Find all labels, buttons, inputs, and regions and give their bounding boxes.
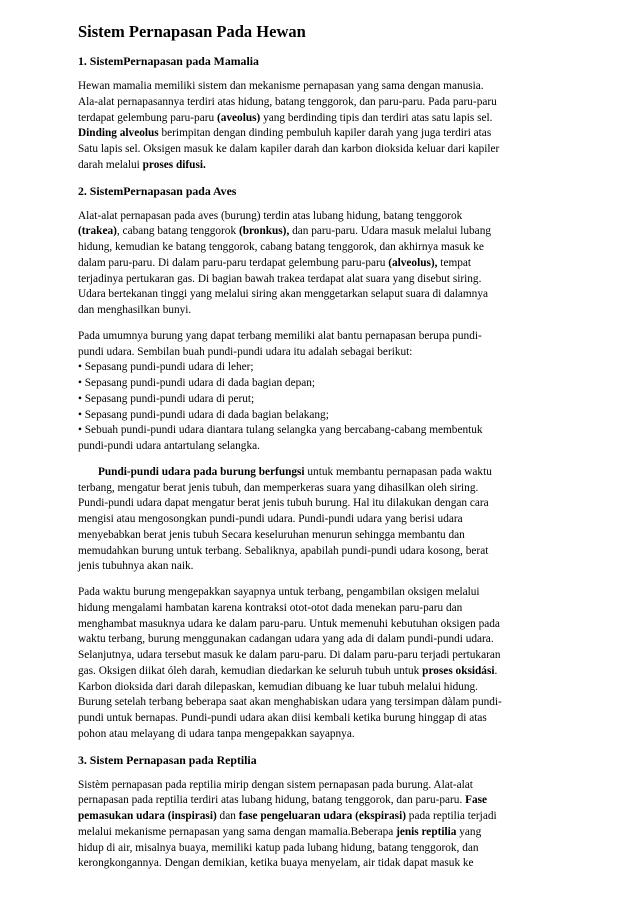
bold-term: (alveolus),	[388, 256, 438, 269]
text-line: pemasukan udara (inspirasi) dan fase pengeluaran udara (ekspirasi) pada reptilia terjadi	[78, 810, 497, 822]
section-2-paragraph-1	[78, 209, 562, 319]
text-line: Ala-alat pernapasannya terdiri atas hidung, batang tenggorok, dan paru-paru. Pada paru-paru	[78, 95, 497, 108]
document-page	[78, 22, 562, 882]
text-line: waktu terbang, burung menggunakan cadangan udara yang ada di dalam pundi-pundi udara.	[78, 633, 494, 646]
text-line: • Sepasang pundi-pundi udara di dada bagian belakang;	[78, 408, 329, 421]
text-line: pohon atau melayang di udara tanpa mengepakkan sayapnya.	[78, 727, 355, 740]
section-2-paragraph-4	[78, 585, 562, 743]
text-line: pundi untuk bernapas. Pundi-pundi udara akan diisi kembali ketika burung hinggap di atas	[78, 712, 487, 724]
text-line: hidung mengalami hambatan karena kontraksi otot-otot dada menekan paru-paru dan	[78, 601, 463, 614]
bold-term: Fase	[465, 794, 488, 807]
text-line: menghambat masuknya udara ke dalam paru-paru. Untuk memenuhi kebutuhan oksigen pada	[78, 617, 500, 630]
text-line: gas. Oksigen diikat óleh darah, kemudian diedarkan ke seluruh tubuh untuk proses oksidási.	[78, 664, 498, 677]
section-2-paragraph-2	[78, 329, 562, 455]
text-line: hidup di air, misalnya buaya, memiliki katup pada lubang hidung, batang tenggorok, dan	[78, 841, 479, 854]
bold-term: (trakea)	[78, 225, 117, 238]
text-line: hidung, kemudian ke batang tenggorok, cabang batang tenggorok, dan akhirnya masuk ke	[78, 241, 484, 253]
text-line: terjadinya pertukaran gas. Di bagian bawah trakea terdapat alat suara yang disebut siring.	[78, 272, 482, 285]
bold-term: jenis reptilia	[396, 825, 457, 838]
section-1-heading: 1. SistemPernapasan pada Mamalia	[78, 54, 259, 68]
section-3-heading: 3. Sistem Pernapasan pada Reptilia	[78, 752, 257, 767]
bold-term: fase pengeluaran udara (ekspirasi)	[238, 810, 406, 822]
bold-term: Dinding alveolus	[78, 127, 159, 140]
section-1-paragraph-1	[78, 79, 562, 174]
text-line: Alat-alat pernapasan pada aves (burung) terdin atas lubang hidung, batang tenggorok	[78, 209, 463, 222]
text-line: mengisi atau mengosongkan pundi-pundi udara. Pundi-pundi udara yang berisi udara	[78, 513, 463, 525]
text-line: terbang, mengatur berat jenis tubuh, dan memperkeras suara yang dihasilkan oleh siring.	[78, 481, 479, 494]
text-line: Hewan mamalia memiliki sistem dan mekanisme pernapasan yang sama dengan manusia.	[78, 80, 484, 92]
text-line: Udara bertekanan tinggi yang melalui siring akan menggetarkan selaput suara di dalamnya	[78, 288, 488, 301]
text-line: Selanjutnya, udara tersebut masuk ke dalam paru-paru. Di dalam paru-paru terjadi pertukaran	[78, 649, 501, 661]
bold-term: Pundi-pundi udara pada burung berfungsi	[98, 465, 305, 478]
text-line: Dinding alveolus berimpitan dengan dinding pembuluh kapiler darah yang juga terdiri atas	[78, 127, 492, 140]
section-2-heading: 2. SistemPernapasan pada Aves	[78, 183, 237, 198]
bold-term: proses oksidási	[422, 664, 495, 677]
bold-term: proses difusi.	[142, 158, 206, 171]
text-line: Pada umumnya burung yang dapat terbang memiliki alat bantu pernapasan berupa pundi-	[78, 329, 482, 342]
text-line: (trakea), cabang batang tenggorok (bronkus), dan paru-paru. Udara masuk melalui lubang	[78, 225, 491, 238]
text-line: kerongkongannya. Dengan demikian, ketika buaya menyelam, air tidak dapat masuk ke	[78, 857, 474, 870]
text-line: pernapasan pada reptilia terdiri atas lubang hidung, batang tenggorok, dan paru-paru. Fase	[78, 794, 488, 807]
text-line: • Sepasang pundi-pundi udara di leher;	[78, 361, 254, 374]
section-3-paragraph-1	[78, 778, 562, 873]
bold-term: pemasukan udara (inspirasi)	[78, 810, 217, 822]
text-line: terdapat gelembung paru-paru (aveolus) yang berdinding tipis dan terdiri atas satu lapis sel.	[78, 111, 493, 124]
text-line: Burung setelah terbang beberapa saat akan menghabiskan udara yang tersimpan dàlam pundi-	[78, 696, 502, 709]
text-line: • Sepasang pundi-pundi udara di dada bagian depan;	[78, 377, 316, 389]
text-line: jenis tubuhnya akan naik.	[78, 560, 194, 573]
text-line: pundi udara. Sembilan buah pundi-pundi udara itu adalah sebagai berikut:	[78, 345, 413, 358]
bold-term: (bronkus),	[238, 225, 290, 238]
text-line: darah melalui proses difusi.	[78, 158, 206, 171]
text-line: Pada waktu burung mengepakkan sayapnya untuk terbang, pengambilan oksigen melalui	[78, 586, 480, 598]
text-line: memudahkan burung untuk terbang. Sebaliknya, apabilah pundi-pundi udara kosong, berat	[78, 544, 489, 557]
text-line: pundi-pundi udara antartulang selangka.	[78, 440, 260, 452]
text-line: dalam paru-paru. Di dalam paru-paru terdapat gelembung paru-paru (alveolus), tempat	[78, 256, 472, 269]
text-line: dan menghasilkan bunyi.	[78, 304, 192, 316]
section-2-paragraph-3	[78, 465, 562, 575]
text-line: • Sepasang pundi-pundi udara di perut;	[78, 392, 255, 405]
text-line: Sistèm pernapasan pada reptilia mirip dengan sistem pernapasan pada burung. Alat-alat	[78, 778, 473, 791]
text-line: Karbon dioksida dari darah dilepaskan, kemudian dibuang ke luar tubuh melalui hidung.	[78, 680, 478, 693]
bold-term: (aveolus)	[216, 111, 261, 124]
text-line: melalui mekanisme pernapasan yang sama dengan mamalia.Beberapa jenis reptilia yang	[78, 825, 482, 838]
text-line: Pundi-pundi udara pada burung berfungsi untuk membantu pernapasan pada waktu	[98, 465, 492, 478]
document-title: Sistem Pernapasan Pada Hewan	[78, 22, 306, 41]
text-line: Satu lapis sel. Oksigen masuk ke dalam kapiler darah dan karbon dioksida keluar dari kapiler	[78, 143, 500, 155]
text-line: Pundi-pundi udara dapat mengatur berat jenis tubuh burung. Hal itu dilakukan dengan cara	[78, 497, 489, 510]
text-line: • Sebuah pundi-pundi udara diantara tulang selangka yang bercabang-cabang membentuk	[78, 424, 483, 437]
text-line: menyebabkan berat jenis tubuh Secara keseluruhan menurun sehingga membantu dan	[78, 528, 465, 541]
